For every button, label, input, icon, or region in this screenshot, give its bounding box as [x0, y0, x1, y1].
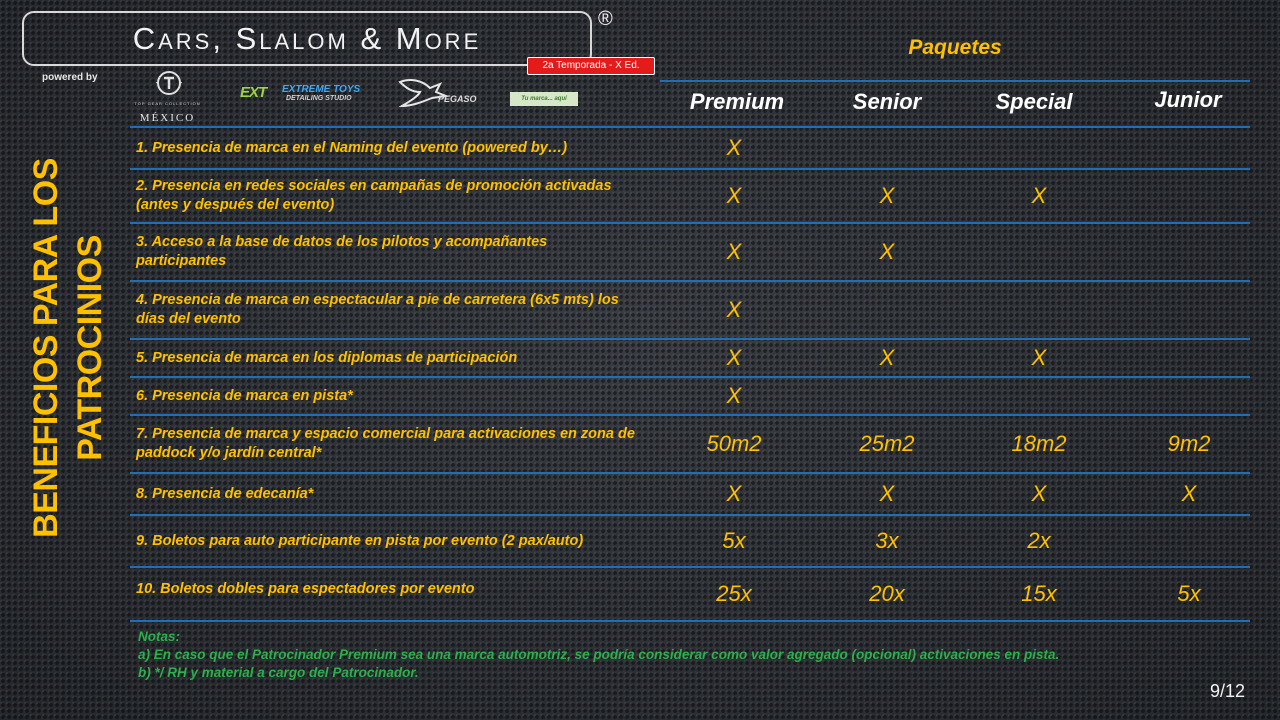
- benefits-side-title: [24, 108, 112, 588]
- pegasus-icon: [396, 76, 486, 110]
- note-item: b) */ RH y material a cargo del Patrocinador.: [138, 665, 419, 680]
- mexico-logo-word: MÉXICO: [139, 112, 196, 124]
- table-bottom-divider: [130, 620, 1250, 622]
- benefit-value-senior: X: [879, 345, 895, 370]
- benefit-value-premium: X: [726, 383, 742, 408]
- benefit-value-special: X: [1031, 481, 1047, 506]
- benefit-value-junior: [1119, 378, 1259, 414]
- benefit-value-premium: X: [726, 345, 742, 370]
- benefit-value-special: 2x: [1027, 528, 1051, 553]
- mexico-logo-subtitle: TOP GEAR COLLECTION: [134, 101, 201, 106]
- brand-title: Cars, Slalom & More: [132, 20, 482, 56]
- pegaso-logo-word: PEGASO: [438, 94, 477, 104]
- table-row: [130, 280, 1250, 338]
- benefit-value-special: 18m2: [1011, 431, 1067, 456]
- table-row: [130, 338, 1250, 376]
- benefit-label: 10. Boletos dobles para espectadores por evento: [136, 581, 475, 597]
- brand-logo-box: [22, 11, 592, 66]
- benefit-value-junior: 5x: [1177, 581, 1201, 606]
- extreme-logo-name: EXTREME TOYS: [282, 84, 361, 95]
- package-header-junior: Junior: [1154, 87, 1222, 112]
- benefit-value-senior: [817, 378, 957, 414]
- benefit-value-junior: [1119, 340, 1259, 376]
- benefit-value-premium: X: [726, 135, 742, 160]
- table-row: [130, 414, 1250, 472]
- table-row: [130, 514, 1250, 566]
- benefit-label: 8. Presencia de edecanía*: [136, 485, 314, 502]
- benefit-value-premium: X: [726, 239, 742, 264]
- package-header-special: Special: [995, 89, 1073, 114]
- benefit-value-special: [969, 128, 1109, 168]
- benefit-value-special: [969, 378, 1109, 414]
- packages-title: Paquetes: [908, 36, 1002, 59]
- side-title-line-2: PATROCINIOS: [71, 235, 109, 461]
- table-row: [130, 168, 1250, 222]
- benefit-value-senior: 25m2: [859, 431, 915, 456]
- benefit-value-junior: [1119, 282, 1259, 338]
- package-header-senior: Senior: [852, 89, 922, 114]
- benefit-value-premium: X: [726, 481, 742, 506]
- page-number: 9/12: [1210, 681, 1246, 701]
- benefit-value-junior: X: [1181, 481, 1197, 506]
- benefit-label: 9. Boletos para auto participante en pista por evento (2 pax/auto): [136, 532, 584, 549]
- benefit-label: 1. Presencia de marca en el Naming del evento (powered by…): [136, 139, 568, 156]
- header-divider: [660, 80, 1250, 82]
- table-row: [130, 376, 1250, 414]
- benefits-table: [130, 126, 1250, 620]
- benefit-value-premium: X: [726, 297, 742, 322]
- sponsor-logo-mexico: [130, 70, 205, 126]
- benefit-value-senior: 20x: [869, 581, 905, 606]
- table-row: [130, 126, 1250, 168]
- notes-section: [138, 628, 1238, 682]
- benefit-value-special: X: [1031, 345, 1047, 370]
- benefit-value-junior: [1119, 170, 1259, 222]
- table-row: [130, 472, 1250, 514]
- season-badge: 2a Temporada - X Ed.: [527, 57, 655, 75]
- benefit-value-special: [969, 224, 1109, 280]
- benefit-value-special: X: [1031, 183, 1047, 208]
- benefit-label: 2. Presencia en redes sociales en campañas de promoción activadas (antes y después del evento): [136, 178, 612, 213]
- benefit-label: 5. Presencia de marca en los diplomas de participación: [136, 349, 518, 366]
- note-item: a) En caso que el Patrocinador Premium sea una marca automotriz, se podría considerar como valor agregado (opcional) activaciones en pista.: [138, 647, 1060, 662]
- benefit-value-junior: [1119, 128, 1259, 168]
- benefit-value-junior: [1119, 516, 1259, 566]
- benefit-value-senior: [817, 128, 957, 168]
- extreme-logo-sub: DETAILING STUDIO: [286, 95, 352, 102]
- registered-mark: ®: [598, 8, 613, 30]
- benefit-value-senior: X: [879, 481, 895, 506]
- benefit-value-premium: X: [726, 183, 742, 208]
- benefit-value-premium: 50m2: [706, 431, 762, 456]
- table-row: [130, 222, 1250, 280]
- package-header-premium: Premium: [689, 89, 785, 114]
- benefit-value-junior: [1119, 224, 1259, 280]
- benefit-value-junior: 9m2: [1167, 431, 1211, 456]
- ext-logo-mark: EXT: [240, 84, 267, 101]
- crest-icon: [156, 70, 182, 96]
- benefit-value-special: [969, 282, 1109, 338]
- benefit-value-premium: 5x: [722, 528, 746, 553]
- sponsor-logo-placeholder: Tu marca... aquí: [510, 92, 578, 106]
- side-title-line-1: BENEFICIOS PARA LOS: [27, 158, 65, 538]
- powered-by-label: powered by: [42, 72, 98, 83]
- benefit-label: 4. Presencia de marca en espectacular a pie de carretera (6x5 mts) los días del evento: [136, 292, 619, 327]
- table-row: [130, 566, 1250, 620]
- benefit-value-special: 15x: [1021, 581, 1057, 606]
- benefit-value-senior: X: [879, 183, 895, 208]
- sponsor-logo-pegaso: [396, 76, 486, 110]
- benefit-value-senior: 3x: [875, 528, 899, 553]
- benefit-value-senior: X: [879, 239, 895, 264]
- benefit-label: 3. Acceso a la base de datos de los pilotos y acompañantes participantes: [136, 234, 548, 269]
- benefit-value-senior: [817, 282, 957, 338]
- sponsor-logo-extreme-toys: [240, 84, 370, 106]
- benefit-label: 6. Presencia de marca en pista*: [136, 387, 353, 404]
- notes-title: Notas:: [138, 629, 181, 644]
- benefit-label: 7. Presencia de marca y espacio comercial para activaciones en zona de paddock y/o jardín central*: [136, 426, 635, 461]
- benefit-value-premium: 25x: [716, 581, 752, 606]
